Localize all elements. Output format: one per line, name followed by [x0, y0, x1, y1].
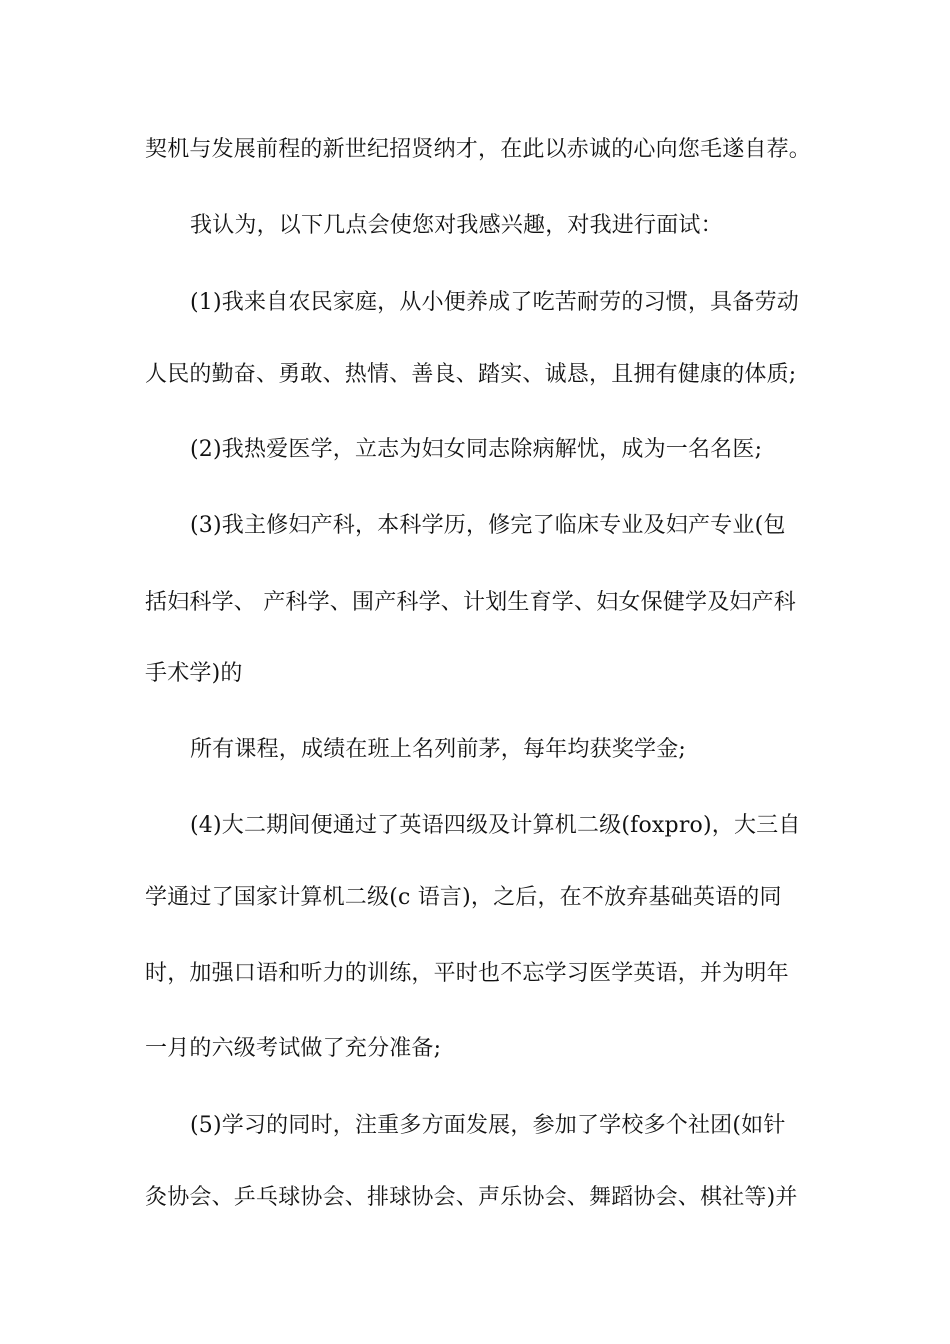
body-text-line: 一月的六级考试做了充分准备;: [145, 1036, 442, 1061]
body-text-line: 括妇科学、 产科学、围产科学、计划生育学、妇女保健学及妇产科: [145, 590, 796, 615]
body-text-line: 学通过了国家计算机二级(c 语言)，之后，在不放弃基础英语的同: [145, 885, 782, 910]
body-text-line: (5)学习的同时，注重多方面发展，参加了学校多个社团(如针: [190, 1113, 786, 1138]
body-text-line: 灸协会、乒乓球协会、排球协会、声乐协会、舞蹈协会、棋社等)并: [145, 1185, 798, 1210]
body-text-line: (2)我热爱医学，立志为妇女同志除病解忧，成为一名名医;: [190, 437, 763, 462]
body-text-line: 所有课程，成绩在班上名列前茅，每年均获奖学金;: [190, 737, 687, 762]
body-text-line: (4)大二期间便通过了英语四级及计算机二级(foxpro)，大三自: [190, 813, 801, 838]
body-text-line: 契机与发展前程的新世纪招贤纳才，在此以赤诚的心向您毛遂自荐。: [145, 137, 812, 162]
body-text-line: (1)我来自农民家庭，从小便养成了吃苦耐劳的习惯，具备劳动: [190, 290, 799, 315]
body-text-line: (3)我主修妇产科，本科学历，修完了临床专业及妇产专业(包: [190, 513, 786, 538]
body-text-line: 手术学)的: [145, 661, 243, 686]
body-text-line: 我认为，以下几点会使您对我感兴趣，对我进行面试：: [190, 213, 723, 238]
body-text-line: 人民的勤奋、勇敢、热情、善良、踏实、诚恳，且拥有健康的体质;: [145, 362, 797, 387]
body-text-line: 时，加强口语和听力的训练，平时也不忘学习医学英语，并为明年: [145, 961, 789, 986]
